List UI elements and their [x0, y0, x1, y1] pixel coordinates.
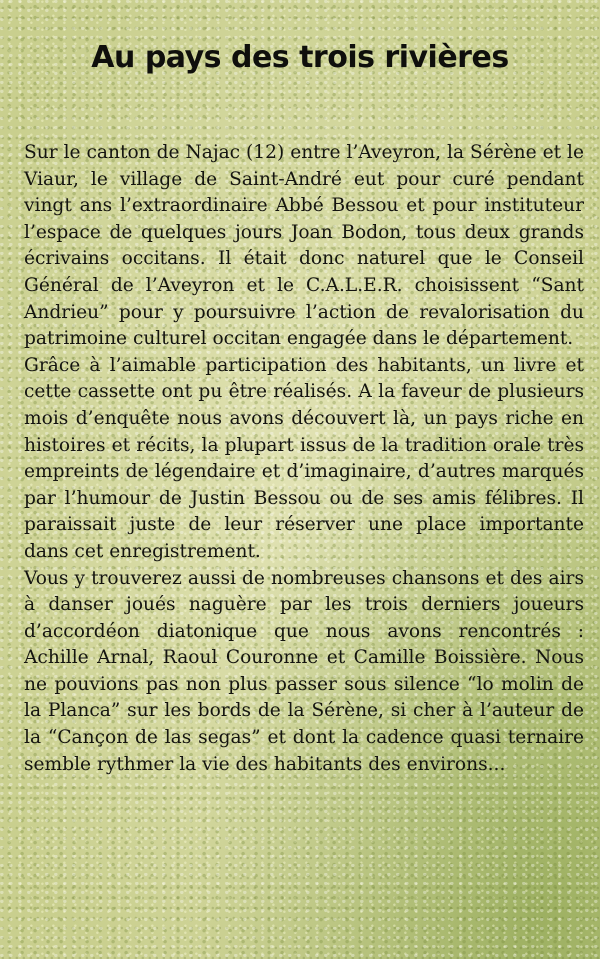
- paragraph-1: Sur le canton de Najac (12) entre l’Aveyron, la Sérène et le Viaur, le village de Saint-André eut pour curé pendant vingt ans l’extraordinaire Abbé Bessou et pour instituteur l’espace de quelques jours Joan Bodon, tous deux grands écrivains occitans. Il était donc naturel que le Conseil Général de l’Aveyron et le C.A.L.E.R. choisissent “Sant Andrieu” pour y poursuivre l’action de revalorisation du patrimoine culturel occitan engagée dans le département.: [24, 142, 584, 350]
- page-title: Au pays des trois rivières: [91, 40, 509, 75]
- paragraph-3: Vous y trouverez aussi de nombreuses chansons et des airs à danser joués naguère par les trois derniers joueurs d’accordéon diatonique que nous avons rencontrés : Achille Arnal, Raoul Couronne et Camille Boissière. Nous ne pouvions pas non plus passer sous silence “lo molin de la Planca” sur les bords de la Sérène, si cher à l’auteur de la “Cançon de las segas” et dont la cadence quasi ternaire semble rythmer la vie des habitants des environs...: [24, 567, 584, 775]
- body-text: [24, 140, 584, 778]
- paragraph-2: Grâce à l’aimable participation des habitants, un livre et cette cassette ont pu être réalisés. A la faveur de plusieurs mois d’enquête nous avons découvert là, un pays riche en histoires et récits, la plupart issus de la tradition orale très empreints de légendaire et d’imaginaire, d’autres marqués par l’humour de Justin Bessou ou de ses amis félibres. Il paraissait juste de leur réserver une place importante dans cet enregistrement.: [24, 354, 584, 562]
